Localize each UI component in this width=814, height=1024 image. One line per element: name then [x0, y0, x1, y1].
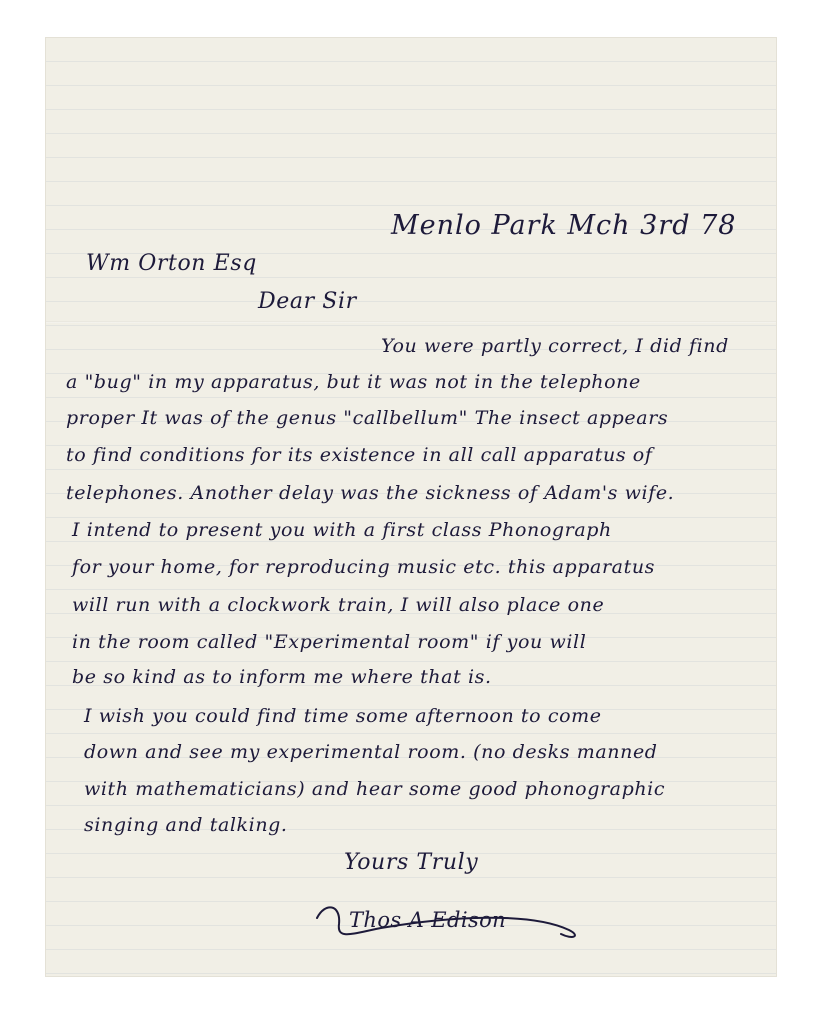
dateline: Menlo Park Mch 3rd 78 — [391, 210, 737, 241]
addressee: Wm Orton Esq — [86, 251, 257, 276]
signature — [311, 888, 621, 958]
body-line: to find conditions for its existence in all call apparatus of — [66, 444, 653, 466]
salutation: Dear Sir — [258, 289, 357, 314]
body-line: I wish you could find time some afternoon to come — [84, 705, 602, 727]
body-line: a "bug" in my apparatus, but it was not in the telephone — [66, 371, 641, 393]
body-line: will run with a clockwork train, I will also place one — [72, 594, 605, 616]
body-line: be so kind as to inform me where that is. — [72, 666, 492, 688]
body-line: down and see my experimental room. (no desks manned — [84, 741, 658, 763]
body-line: singing and talking. — [84, 814, 288, 836]
body-line: proper It was of the genus "callbellum" The insect appears — [66, 407, 669, 429]
body-line: for your home, for reproducing music etc. this apparatus — [72, 556, 656, 578]
body-line: I intend to present you with a first class Phonograph — [72, 519, 612, 541]
letter-sheet — [46, 38, 776, 976]
paper-fold-line — [46, 321, 776, 323]
closing: Yours Truly — [344, 850, 479, 875]
body-line: telephones. Another delay was the sickness of Adam's wife. — [66, 482, 675, 504]
body-line: with mathematicians) and hear some good phonographic — [84, 778, 666, 800]
body-line: You were partly correct, I did find — [381, 335, 729, 357]
signature-name: Thos A Edison — [349, 908, 507, 932]
body-line: in the room called "Experimental room" if you will — [72, 631, 587, 653]
